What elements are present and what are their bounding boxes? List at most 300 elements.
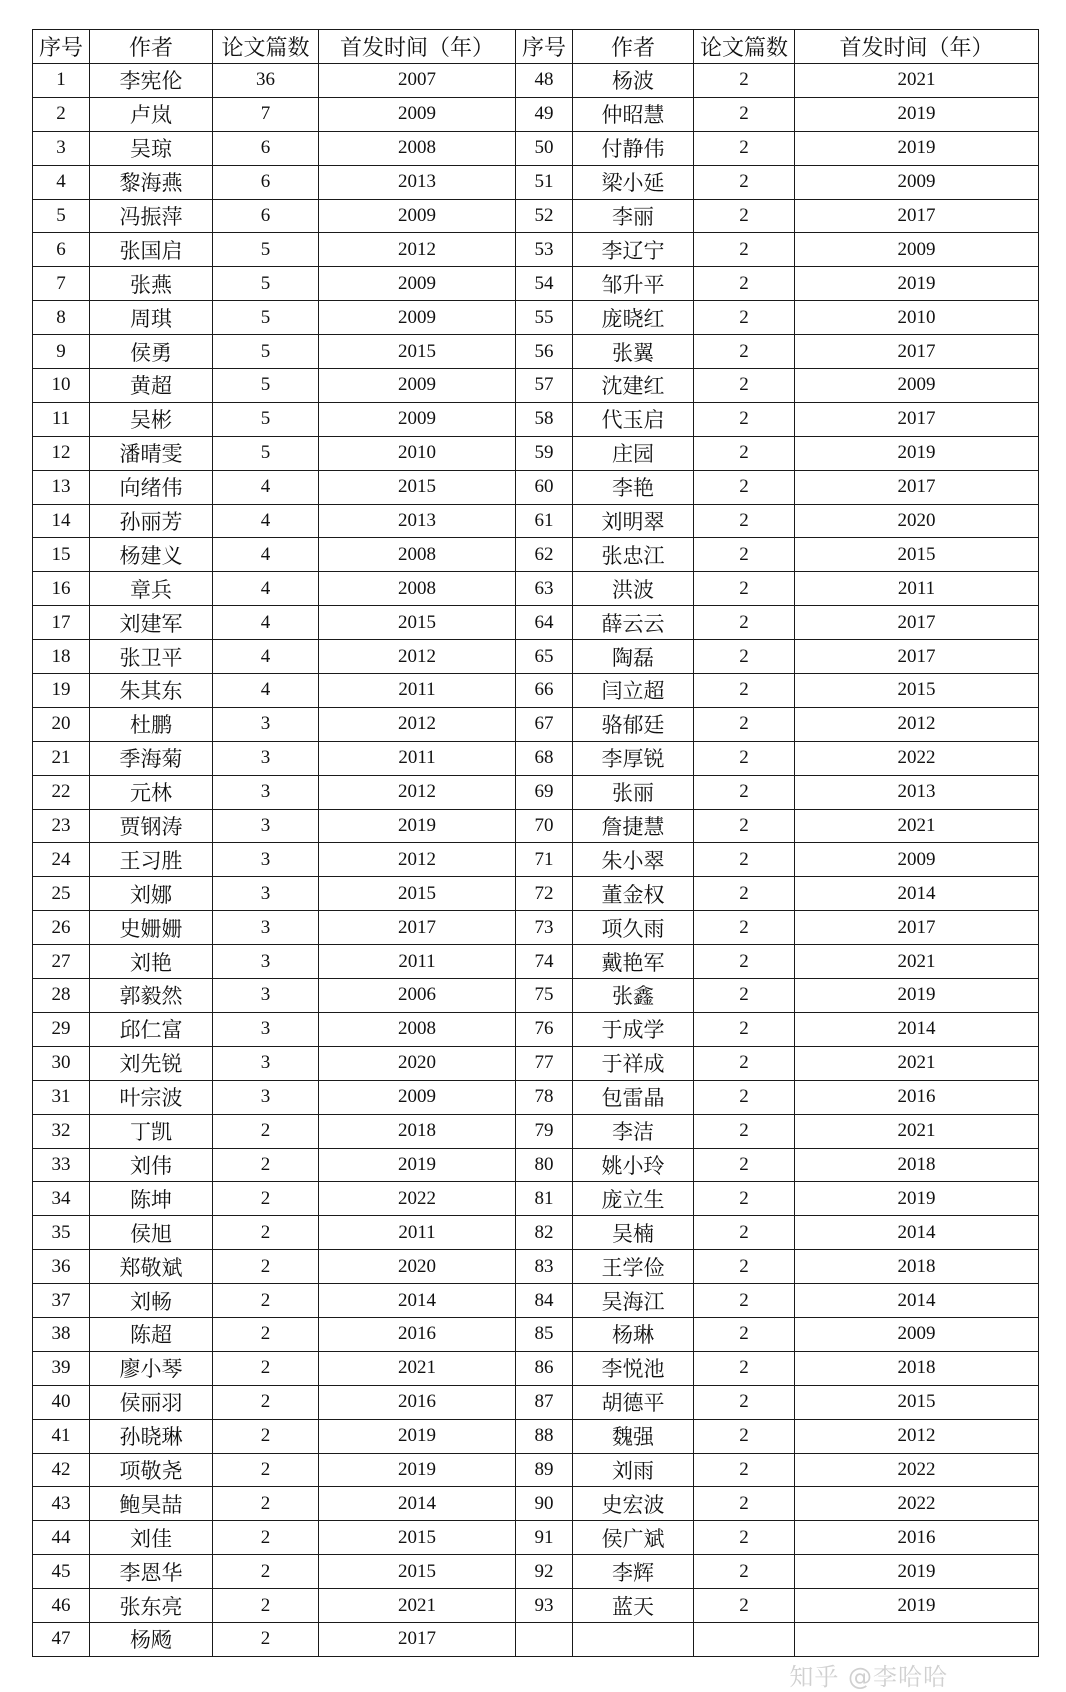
cell-first-year: 2008 — [319, 572, 516, 606]
cell-first-year: 2009 — [795, 233, 1039, 267]
cell-index: 88 — [516, 1419, 573, 1453]
cell-index: 20 — [33, 707, 90, 741]
table-row — [33, 640, 1039, 674]
cell-paper-count: 2 — [694, 775, 795, 809]
cell-paper-count: 2 — [694, 843, 795, 877]
cell-paper-count: 3 — [213, 979, 319, 1013]
table-row — [33, 1351, 1039, 1385]
cell-index: 13 — [33, 470, 90, 504]
cell-paper-count: 4 — [213, 606, 319, 640]
cell-author: 吴彬 — [90, 402, 213, 436]
cell-index: 69 — [516, 775, 573, 809]
cell-index: 79 — [516, 1114, 573, 1148]
cell-author: 叶宗波 — [90, 1080, 213, 1114]
cell-index: 46 — [33, 1589, 90, 1623]
cell-index: 31 — [33, 1080, 90, 1114]
cell-author: 史姗姗 — [90, 911, 213, 945]
cell-author: 张翼 — [573, 335, 694, 369]
table-row — [33, 64, 1039, 98]
cell-paper-count: 2 — [694, 707, 795, 741]
cell-paper-count: 2 — [694, 267, 795, 301]
cell-author: 包雷晶 — [573, 1080, 694, 1114]
cell-index: 81 — [516, 1182, 573, 1216]
cell-author: 刘先锐 — [90, 1046, 213, 1080]
cell-paper-count: 2 — [694, 1317, 795, 1351]
cell-paper-count: 2 — [694, 911, 795, 945]
cell-first-year: 2021 — [319, 1589, 516, 1623]
cell-paper-count: 2 — [694, 131, 795, 165]
zhihu-watermark: 知乎 @李哈哈 — [783, 1662, 954, 1692]
cell-index: 18 — [33, 640, 90, 674]
table-row — [33, 1589, 1039, 1623]
cell-index: 8 — [33, 301, 90, 335]
cell-first-year: 2009 — [319, 267, 516, 301]
cell-paper-count: 2 — [694, 538, 795, 572]
cell-author: 周琪 — [90, 301, 213, 335]
cell-author: 姚小玲 — [573, 1148, 694, 1182]
cell-author: 史宏波 — [573, 1487, 694, 1521]
cell-index: 45 — [33, 1555, 90, 1589]
cell-first-year: 2014 — [795, 877, 1039, 911]
cell-first-year: 2015 — [795, 674, 1039, 708]
cell-first-year: 2011 — [795, 572, 1039, 606]
cell-paper-count: 3 — [213, 1080, 319, 1114]
cell-paper-count: 2 — [694, 1284, 795, 1318]
cell-author: 朱其东 — [90, 674, 213, 708]
cell-author: 张鑫 — [573, 979, 694, 1013]
cell-author: 戴艳军 — [573, 945, 694, 979]
cell-index: 56 — [516, 335, 573, 369]
table-row — [33, 470, 1039, 504]
cell-paper-count: 2 — [694, 606, 795, 640]
cell-first-year: 2022 — [319, 1182, 516, 1216]
cell-index: 37 — [33, 1284, 90, 1318]
cell-first-year: 2011 — [319, 1216, 516, 1250]
cell-author: 郭毅然 — [90, 979, 213, 1013]
cell-paper-count: 36 — [213, 64, 319, 98]
cell-author: 梁小延 — [573, 165, 694, 199]
cell-paper-count: 2 — [694, 809, 795, 843]
cell-first-year: 2022 — [795, 741, 1039, 775]
cell-index: 34 — [33, 1182, 90, 1216]
cell-first-year: 2017 — [795, 199, 1039, 233]
cell-paper-count: 2 — [694, 1046, 795, 1080]
cell-author: 杜鹏 — [90, 707, 213, 741]
cell-index: 49 — [516, 97, 573, 131]
cell-index: 84 — [516, 1284, 573, 1318]
cell-paper-count: 2 — [213, 1317, 319, 1351]
cell-paper-count: 6 — [213, 131, 319, 165]
cell-index: 33 — [33, 1148, 90, 1182]
cell-author: 于成学 — [573, 1012, 694, 1046]
cell-index: 74 — [516, 945, 573, 979]
cell-first-year: 2017 — [795, 911, 1039, 945]
cell-author: 季海菊 — [90, 741, 213, 775]
cell-index: 47 — [33, 1622, 90, 1656]
table-row — [33, 809, 1039, 843]
cell-first-year: 2016 — [319, 1385, 516, 1419]
cell-author: 刘畅 — [90, 1284, 213, 1318]
cell-first-year: 2015 — [319, 1521, 516, 1555]
cell-author: 李宪伦 — [90, 64, 213, 98]
cell-author: 侯勇 — [90, 335, 213, 369]
cell-author: 李悦池 — [573, 1351, 694, 1385]
cell-first-year — [795, 1622, 1039, 1656]
cell-index: 57 — [516, 369, 573, 403]
cell-index: 38 — [33, 1317, 90, 1351]
cell-paper-count: 5 — [213, 402, 319, 436]
table-row — [33, 945, 1039, 979]
cell-paper-count: 3 — [213, 809, 319, 843]
table-row — [33, 674, 1039, 708]
cell-author: 吴琼 — [90, 131, 213, 165]
cell-index: 86 — [516, 1351, 573, 1385]
cell-paper-count: 2 — [694, 369, 795, 403]
cell-author: 沈建红 — [573, 369, 694, 403]
cell-first-year: 2021 — [795, 1114, 1039, 1148]
header-first-year-right: 首发时间（年） — [795, 30, 1039, 64]
cell-index: 63 — [516, 572, 573, 606]
table-row — [33, 267, 1039, 301]
cell-index: 83 — [516, 1250, 573, 1284]
cell-paper-count: 5 — [213, 267, 319, 301]
cell-paper-count: 2 — [694, 1012, 795, 1046]
cell-first-year: 2018 — [795, 1351, 1039, 1385]
cell-paper-count: 2 — [694, 877, 795, 911]
cell-paper-count: 2 — [694, 335, 795, 369]
table-row — [33, 233, 1039, 267]
header-author-left: 作者 — [90, 30, 213, 64]
cell-author: 杨波 — [573, 64, 694, 98]
cell-index: 54 — [516, 267, 573, 301]
cell-index: 36 — [33, 1250, 90, 1284]
cell-index: 91 — [516, 1521, 573, 1555]
cell-author: 李辽宁 — [573, 233, 694, 267]
cell-paper-count: 2 — [694, 1114, 795, 1148]
header-index-right: 序号 — [516, 30, 573, 64]
cell-author: 庄园 — [573, 436, 694, 470]
cell-author: 黎海燕 — [90, 165, 213, 199]
cell-first-year: 2012 — [319, 775, 516, 809]
cell-index: 53 — [516, 233, 573, 267]
header-author-right: 作者 — [573, 30, 694, 64]
cell-author: 鲍昊喆 — [90, 1487, 213, 1521]
cell-first-year: 2017 — [795, 640, 1039, 674]
cell-index: 35 — [33, 1216, 90, 1250]
cell-paper-count: 2 — [213, 1284, 319, 1318]
cell-index: 75 — [516, 979, 573, 1013]
cell-paper-count: 3 — [213, 741, 319, 775]
cell-index: 4 — [33, 165, 90, 199]
cell-index: 78 — [516, 1080, 573, 1114]
cell-first-year: 2021 — [319, 1351, 516, 1385]
cell-paper-count: 5 — [213, 301, 319, 335]
cell-index: 24 — [33, 843, 90, 877]
cell-author: 邱仁富 — [90, 1012, 213, 1046]
cell-paper-count: 2 — [694, 64, 795, 98]
cell-author: 孙晓琳 — [90, 1419, 213, 1453]
cell-first-year: 2013 — [319, 165, 516, 199]
cell-index: 26 — [33, 911, 90, 945]
cell-paper-count: 3 — [213, 877, 319, 911]
cell-index: 7 — [33, 267, 90, 301]
cell-index: 27 — [33, 945, 90, 979]
cell-paper-count: 4 — [213, 470, 319, 504]
table-row — [33, 741, 1039, 775]
cell-first-year: 2015 — [319, 877, 516, 911]
table-row — [33, 1521, 1039, 1555]
table-row — [33, 369, 1039, 403]
cell-paper-count: 2 — [213, 1419, 319, 1453]
cell-index: 30 — [33, 1046, 90, 1080]
cell-paper-count: 2 — [694, 1419, 795, 1453]
cell-author — [573, 1622, 694, 1656]
cell-author: 洪波 — [573, 572, 694, 606]
cell-paper-count: 2 — [213, 1487, 319, 1521]
cell-first-year: 2012 — [319, 233, 516, 267]
cell-index: 1 — [33, 64, 90, 98]
cell-index: 68 — [516, 741, 573, 775]
table-row — [33, 877, 1039, 911]
cell-first-year: 2012 — [319, 843, 516, 877]
cell-first-year: 2014 — [795, 1216, 1039, 1250]
cell-paper-count: 2 — [694, 97, 795, 131]
cell-first-year: 2013 — [319, 504, 516, 538]
cell-paper-count: 2 — [694, 165, 795, 199]
cell-first-year: 2009 — [795, 1317, 1039, 1351]
cell-index: 71 — [516, 843, 573, 877]
table-row — [33, 606, 1039, 640]
cell-first-year: 2020 — [319, 1250, 516, 1284]
cell-first-year: 2015 — [795, 1385, 1039, 1419]
cell-index: 5 — [33, 199, 90, 233]
cell-index: 15 — [33, 538, 90, 572]
header-paper-count-right: 论文篇数 — [694, 30, 795, 64]
cell-paper-count: 2 — [694, 199, 795, 233]
cell-paper-count: 2 — [694, 504, 795, 538]
cell-index: 28 — [33, 979, 90, 1013]
cell-first-year: 2015 — [319, 1555, 516, 1589]
cell-author: 陈坤 — [90, 1182, 213, 1216]
table-row — [33, 131, 1039, 165]
cell-paper-count: 2 — [694, 1487, 795, 1521]
cell-author: 吴楠 — [573, 1216, 694, 1250]
table-row — [33, 1487, 1039, 1521]
cell-index: 90 — [516, 1487, 573, 1521]
cell-author: 侯丽羽 — [90, 1385, 213, 1419]
table-row — [33, 707, 1039, 741]
cell-paper-count: 2 — [694, 1385, 795, 1419]
cell-author: 庞晓红 — [573, 301, 694, 335]
cell-paper-count: 2 — [694, 436, 795, 470]
cell-author: 李艳 — [573, 470, 694, 504]
cell-first-year: 2017 — [319, 911, 516, 945]
cell-index: 85 — [516, 1317, 573, 1351]
cell-paper-count: 4 — [213, 538, 319, 572]
cell-paper-count: 2 — [694, 1453, 795, 1487]
cell-paper-count: 5 — [213, 233, 319, 267]
cell-first-year: 2010 — [319, 436, 516, 470]
cell-paper-count: 2 — [213, 1589, 319, 1623]
cell-author: 朱小翠 — [573, 843, 694, 877]
cell-first-year: 2009 — [795, 165, 1039, 199]
cell-first-year: 2009 — [319, 97, 516, 131]
table-row — [33, 1148, 1039, 1182]
cell-paper-count: 2 — [694, 1216, 795, 1250]
cell-paper-count: 2 — [694, 1148, 795, 1182]
cell-index: 60 — [516, 470, 573, 504]
cell-first-year: 2020 — [795, 504, 1039, 538]
cell-author: 王习胜 — [90, 843, 213, 877]
cell-first-year: 2012 — [795, 1419, 1039, 1453]
cell-first-year: 2011 — [319, 674, 516, 708]
cell-first-year: 2009 — [795, 843, 1039, 877]
cell-index: 62 — [516, 538, 573, 572]
cell-author: 郑敬斌 — [90, 1250, 213, 1284]
table-header — [33, 30, 1039, 64]
cell-first-year: 2006 — [319, 979, 516, 1013]
cell-paper-count: 3 — [213, 945, 319, 979]
table-row — [33, 1250, 1039, 1284]
cell-first-year: 2018 — [795, 1250, 1039, 1284]
table-row — [33, 1284, 1039, 1318]
cell-author: 付静伟 — [573, 131, 694, 165]
cell-first-year: 2021 — [795, 809, 1039, 843]
table-row — [33, 1182, 1039, 1216]
cell-author: 章兵 — [90, 572, 213, 606]
cell-author: 闫立超 — [573, 674, 694, 708]
cell-first-year: 2015 — [319, 606, 516, 640]
cell-index: 10 — [33, 369, 90, 403]
cell-index: 40 — [33, 1385, 90, 1419]
cell-paper-count: 3 — [213, 911, 319, 945]
table-row — [33, 402, 1039, 436]
table-row — [33, 572, 1039, 606]
cell-author: 骆郁廷 — [573, 707, 694, 741]
cell-author: 刘艳 — [90, 945, 213, 979]
cell-paper-count: 2 — [213, 1521, 319, 1555]
cell-first-year: 2016 — [795, 1521, 1039, 1555]
table-body — [33, 64, 1039, 1657]
table-row — [33, 335, 1039, 369]
cell-author: 张丽 — [573, 775, 694, 809]
cell-first-year: 2009 — [319, 402, 516, 436]
cell-index: 92 — [516, 1555, 573, 1589]
cell-paper-count: 2 — [213, 1385, 319, 1419]
cell-first-year: 2017 — [795, 606, 1039, 640]
cell-author: 刘伟 — [90, 1148, 213, 1182]
table-row — [33, 911, 1039, 945]
cell-first-year: 2019 — [319, 809, 516, 843]
cell-index: 32 — [33, 1114, 90, 1148]
cell-first-year: 2021 — [795, 945, 1039, 979]
cell-first-year: 2021 — [795, 64, 1039, 98]
cell-first-year: 2019 — [795, 97, 1039, 131]
cell-first-year: 2022 — [795, 1487, 1039, 1521]
cell-paper-count: 2 — [694, 1080, 795, 1114]
table-row — [33, 1453, 1039, 1487]
cell-first-year: 2017 — [795, 402, 1039, 436]
cell-author: 张忠江 — [573, 538, 694, 572]
cell-index: 11 — [33, 402, 90, 436]
cell-author: 杨琳 — [573, 1317, 694, 1351]
cell-paper-count: 2 — [694, 1521, 795, 1555]
cell-paper-count: 2 — [694, 1182, 795, 1216]
cell-first-year: 2021 — [795, 1046, 1039, 1080]
cell-index: 17 — [33, 606, 90, 640]
cell-author: 侯广斌 — [573, 1521, 694, 1555]
author-publication-table — [32, 29, 1039, 1657]
cell-index: 51 — [516, 165, 573, 199]
cell-author: 杨飏 — [90, 1622, 213, 1656]
cell-paper-count: 5 — [213, 436, 319, 470]
cell-first-year: 2019 — [319, 1148, 516, 1182]
cell-paper-count: 3 — [213, 775, 319, 809]
cell-author: 于祥成 — [573, 1046, 694, 1080]
cell-paper-count: 2 — [694, 1589, 795, 1623]
cell-first-year: 2015 — [319, 335, 516, 369]
cell-first-year: 2019 — [795, 436, 1039, 470]
cell-author: 仲昭慧 — [573, 97, 694, 131]
cell-first-year: 2015 — [319, 470, 516, 504]
cell-author: 廖小琴 — [90, 1351, 213, 1385]
table-row — [33, 165, 1039, 199]
cell-author: 项敬尧 — [90, 1453, 213, 1487]
cell-first-year: 2017 — [319, 1622, 516, 1656]
cell-author: 蓝天 — [573, 1589, 694, 1623]
cell-author: 董金权 — [573, 877, 694, 911]
cell-author: 杨建义 — [90, 538, 213, 572]
table-row — [33, 979, 1039, 1013]
cell-author: 李辉 — [573, 1555, 694, 1589]
cell-author: 侯旭 — [90, 1216, 213, 1250]
table-row — [33, 199, 1039, 233]
cell-author: 刘建军 — [90, 606, 213, 640]
cell-author: 冯振萍 — [90, 199, 213, 233]
cell-index: 39 — [33, 1351, 90, 1385]
cell-index: 59 — [516, 436, 573, 470]
cell-author: 李丽 — [573, 199, 694, 233]
cell-first-year: 2011 — [319, 945, 516, 979]
cell-first-year: 2016 — [319, 1317, 516, 1351]
cell-index: 87 — [516, 1385, 573, 1419]
cell-paper-count: 2 — [213, 1555, 319, 1589]
cell-author: 陈超 — [90, 1317, 213, 1351]
cell-index: 89 — [516, 1453, 573, 1487]
cell-paper-count: 4 — [213, 640, 319, 674]
cell-index: 19 — [33, 674, 90, 708]
cell-index: 16 — [33, 572, 90, 606]
cell-author: 吴海江 — [573, 1284, 694, 1318]
table-row — [33, 1555, 1039, 1589]
cell-index: 76 — [516, 1012, 573, 1046]
cell-first-year: 2014 — [795, 1012, 1039, 1046]
table-row — [33, 1622, 1039, 1656]
cell-author: 刘娜 — [90, 877, 213, 911]
cell-first-year: 2011 — [319, 741, 516, 775]
cell-first-year: 2016 — [795, 1080, 1039, 1114]
cell-author: 向绪伟 — [90, 470, 213, 504]
cell-paper-count: 2 — [694, 470, 795, 504]
cell-index: 70 — [516, 809, 573, 843]
cell-author: 王学俭 — [573, 1250, 694, 1284]
table-row — [33, 1385, 1039, 1419]
cell-index: 12 — [33, 436, 90, 470]
cell-paper-count: 4 — [213, 572, 319, 606]
table-row — [33, 301, 1039, 335]
cell-first-year: 2019 — [319, 1453, 516, 1487]
cell-index: 93 — [516, 1589, 573, 1623]
